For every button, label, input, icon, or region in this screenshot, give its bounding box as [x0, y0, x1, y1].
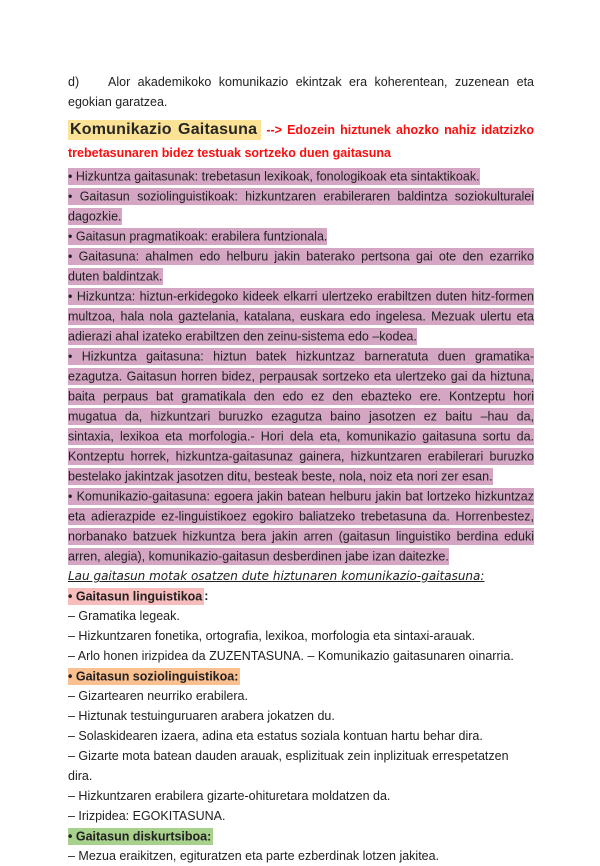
highlighted-paragraph: [68, 286, 534, 346]
page-title: Komunikazio Gaitasuna: [68, 120, 261, 140]
highlight-text: • Gaitasuna: ahalmen edo helburu jakin baterako pertsona gai ote den ezarriko duten baldintzak.: [68, 249, 534, 283]
intro-label: d): [68, 75, 80, 89]
highlighted-paragraph: [68, 166, 534, 186]
intro-paragraph: [68, 72, 534, 112]
title-line: [68, 118, 534, 165]
list-item: – Gramatika legeak.: [68, 609, 180, 623]
highlight-text: • Gaitasun soziolinguistikoak: hizkuntzaren erabileraren baldintza soziokulturalei dagozkie.: [68, 189, 534, 223]
highlight-text: • Hizkuntza gaitasunak: trebetasun lexikoak, fonologikoak eta sintaktikoak.: [68, 169, 480, 183]
highlight-text: • Hizkuntza gaitasuna: hiztun batek hizkuntzaz barneratuta duen gramatika-ezagutza. Gaitasun horren bidez, perpausak sortzeko eta ulertzeko gai da hiztuna, baita perpaus bat gramatikala den edo ez den ebazteko ere. Kontzeptu hori mugatua da, hizkuntzari buruzko ezagutza baino jasotzen ez baitu –hau da, sintaxia, lexikoa eta morfologia.- Hori dela eta, komunikazio gaitasuna sortu da. Kontzeptu horrek, hizkuntza-gaitasunaz gainera, hizkuntzaren erabilerari buruzko bestelako jakintzak jasotzen ditu, besteak beste, nola, noiz eta nori zer esan.: [68, 349, 534, 483]
highlighted-paragraph: [68, 226, 534, 246]
section-heading-highlight: • Gaitasun linguistikoa: [68, 589, 203, 603]
highlight-text: • Hizkuntza: hiztun-erkidegoko kideek elkarri ulertzeko erabiltzen duten hitz-formen multzoa, hala nola gaztelania, katalana, euskara edo ingelesa. Mezuak ulertu eta adierazi ahal izateko erabiltzen den zeinu-sistema edo –kodea.: [68, 289, 534, 343]
title-definition: Edozein hiztunek ahozko nahiz idatzizko trebetasunaren bidez testuak sortzeko duen gaitasuna: [68, 123, 534, 160]
list-item: – Hiztunak testuinguruaren arabera jokatzen du.: [68, 709, 335, 723]
list-item: – Arlo honen irizpidea da ZUZENTASUNA. – Komunikazio gaitasunaren oinarria.: [68, 649, 514, 663]
section-heading-highlight: • Gaitasun diskurtsiboa:: [68, 829, 212, 843]
list-item: – Irizpidea: EGOKITASUNA.: [68, 809, 226, 823]
list-item: – Gizartearen neurriko erabilera.: [68, 689, 248, 703]
list-item: – Hizkuntzaren fonetika, ortografia, lexikoa, morfologia eta sintaxi-arauak.: [68, 629, 476, 643]
list-item: – Mezua eraikitzen, egituratzen eta parte ezberdinak lotzen jakitea.: [68, 849, 440, 863]
highlight-text: • Gaitasun pragmatikoak: erabilera funtzionala.: [68, 229, 328, 243]
section-heading-linguistikoa: [68, 586, 534, 606]
highlighted-paragraph: [68, 346, 534, 486]
highlighted-paragraph: [68, 486, 534, 566]
highlighted-paragraph: [68, 246, 534, 286]
highlight-text: • Komunikazio-gaitasuna: egoera jakin batean helburu jakin bat lortzeko hizkuntzaz eta adierazpide ez-linguistikoez egokiro baliatzeko trebetasuna da. Horrenbestez, norbanako batzuek hizkuntza bera jakin arren (gaitasun linguistiko berdina eduki arren, alegia), komunikazio-gaitasun desberdinen jabe izan daitezke.: [68, 489, 534, 563]
list-item: – Hizkuntzaren erabilera gizarte-ohituretara moldatzen da.: [68, 789, 391, 803]
subtitle: Lau gaitasun motak osatzen dute hiztunaren komunikazio-gaitasuna:: [68, 569, 485, 583]
section-heading-soziolinguistikoa: [68, 666, 534, 686]
section-heading-highlight: • Gaitasun soziolinguistikoa:: [68, 669, 239, 683]
arrow-glyph: -->: [266, 123, 282, 137]
intro-text: Alor akademikoko komunikazio ekintzak era koherentean, zuzenean eta egokian garatzea.: [68, 75, 534, 109]
section-heading-diskurtsiboa: [68, 826, 534, 846]
list-item: – Gizarte mota batean dauden arauak, esplizituak zein inplizituak errespetatzen dira.: [68, 749, 509, 783]
highlighted-paragraph: [68, 186, 534, 226]
section-heading-suffix: :: [204, 589, 209, 603]
list-item: – Solaskidearen izaera, adina eta estatus soziala kontuan hartu behar dira.: [68, 729, 483, 743]
